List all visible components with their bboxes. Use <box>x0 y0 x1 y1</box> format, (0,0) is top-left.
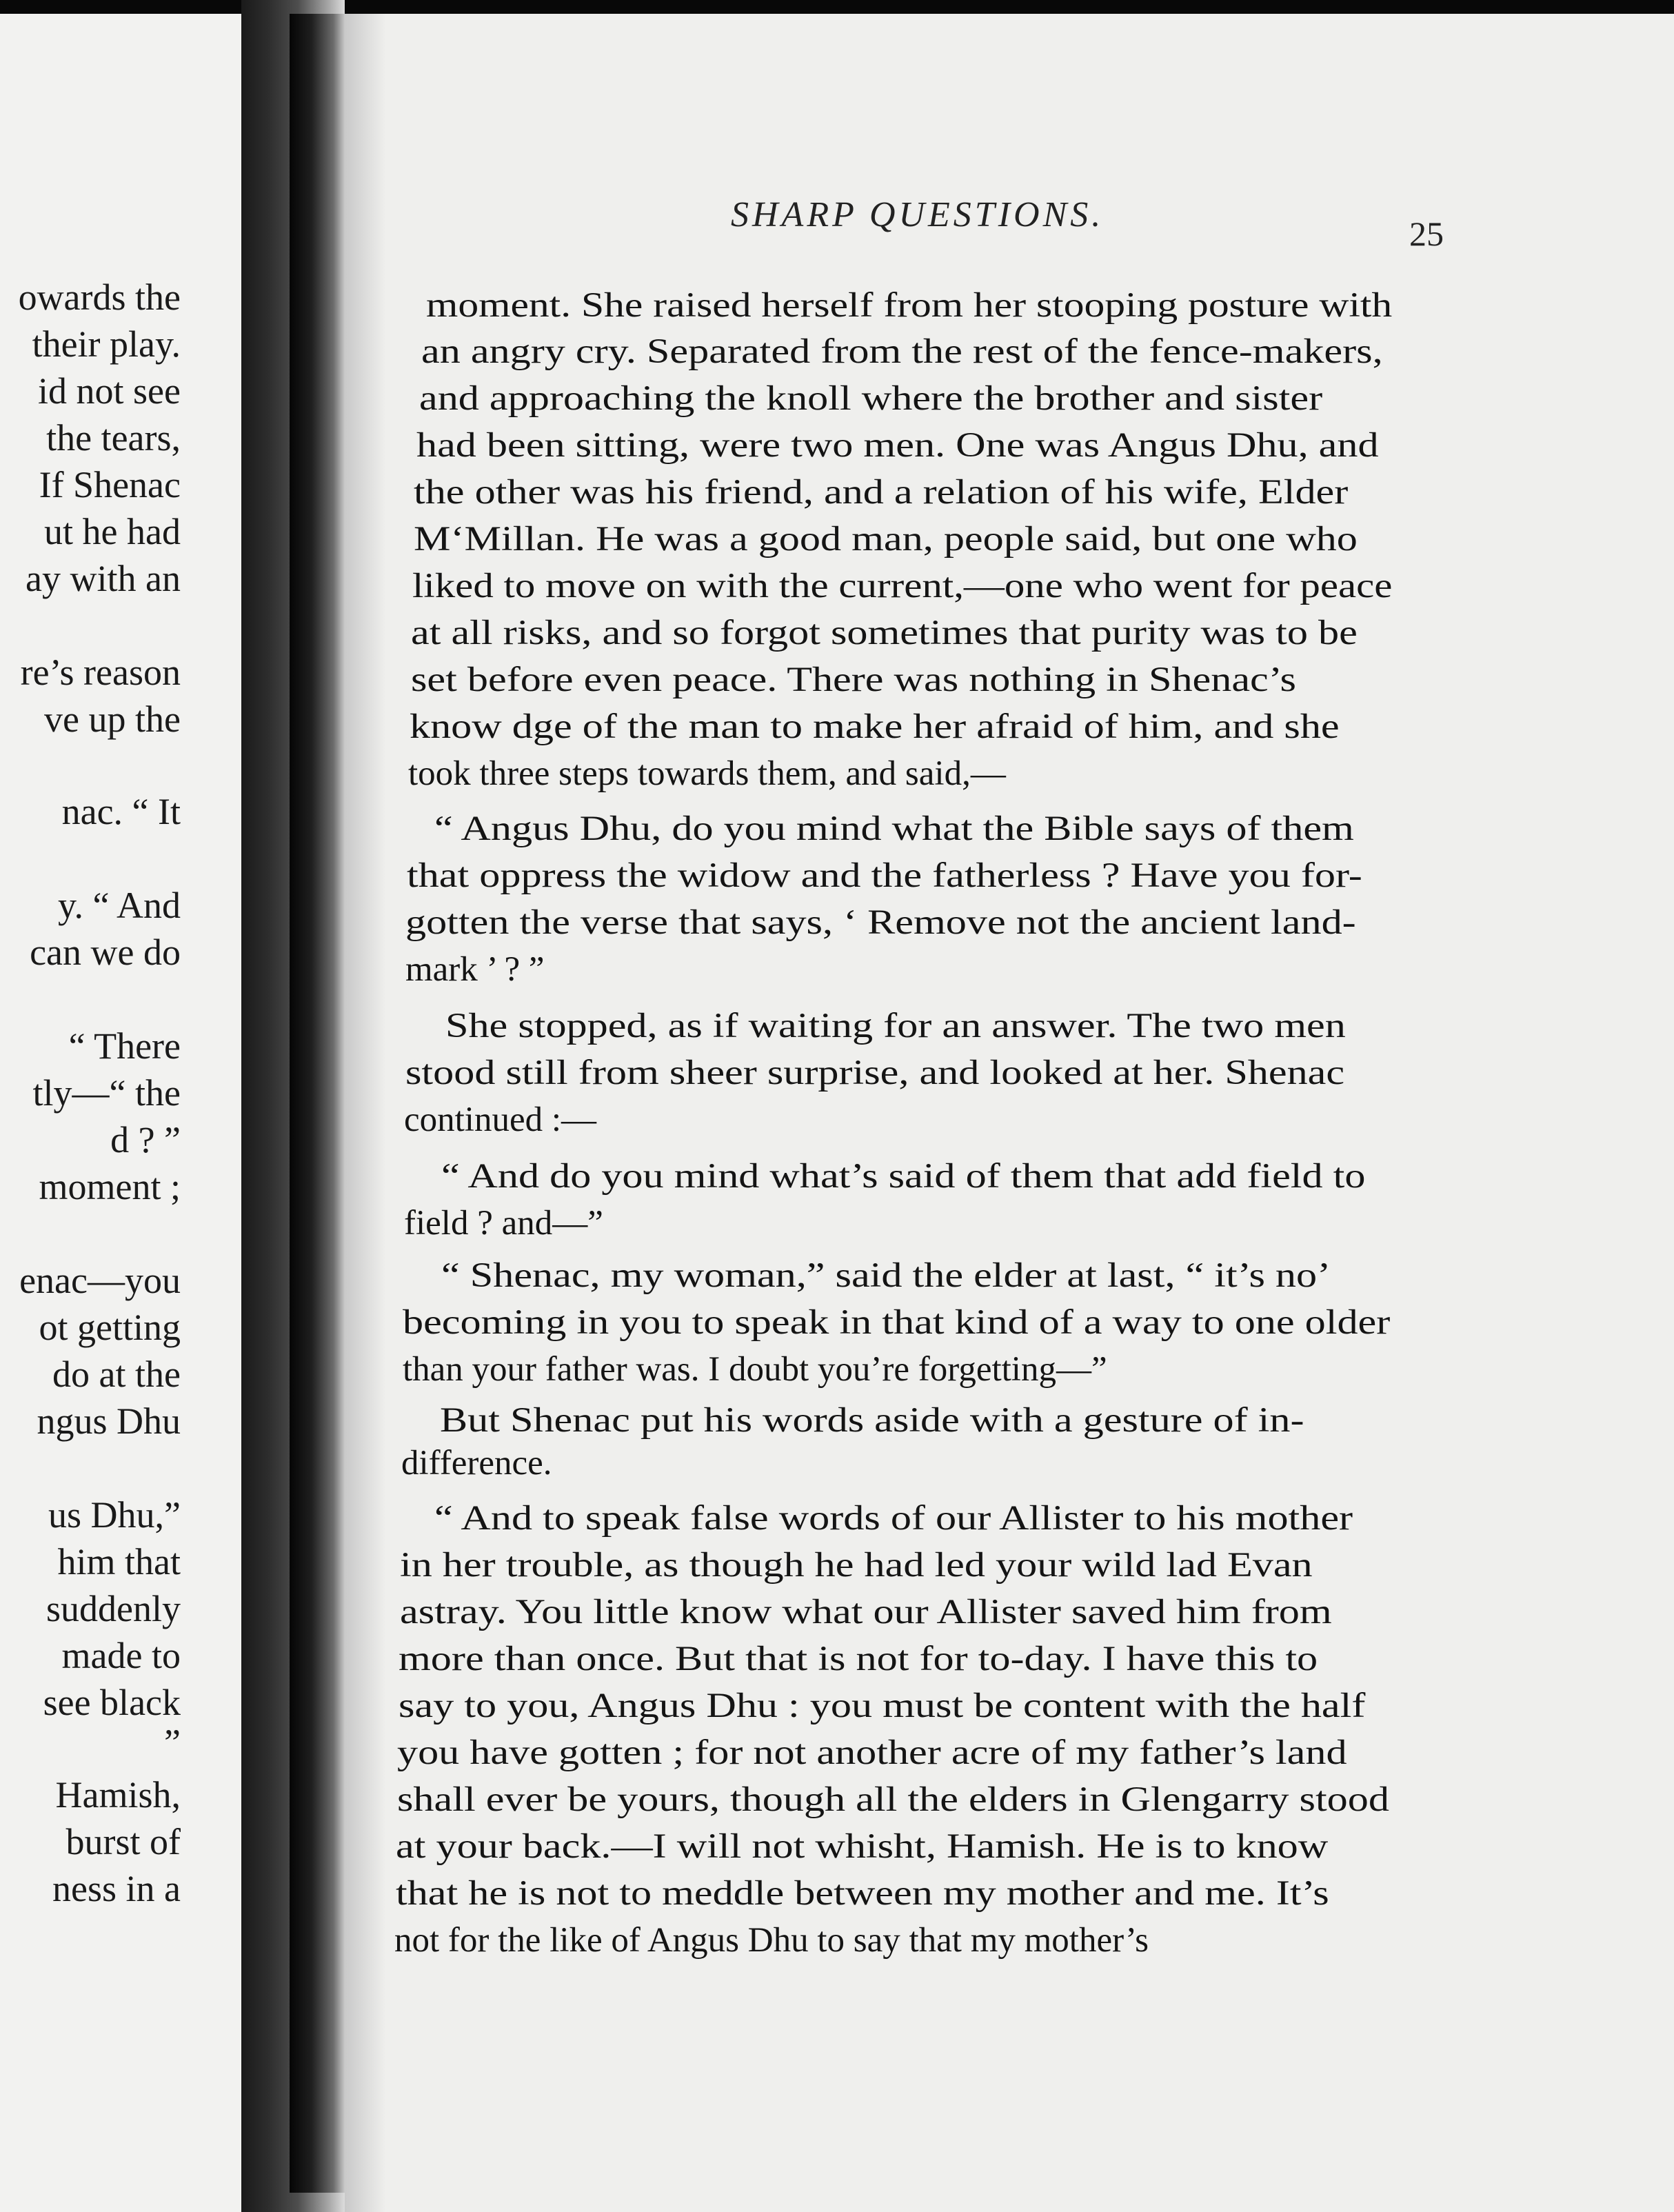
text-line: astray. You little know what our Allister saved him from <box>400 1593 1332 1631</box>
text-line: “ And to speak false words of our Allister to his mother <box>434 1499 1353 1538</box>
left-page-line: y. “ And <box>58 885 181 926</box>
text-line: at your back.—I will not whisht, Hamish. He is to know <box>396 1827 1329 1866</box>
left-page-line: him that <box>57 1541 181 1582</box>
left-page-line: ut he had <box>44 511 181 552</box>
text-line: stood still from sheer surprise, and looked at her. Shenac <box>405 1054 1345 1092</box>
left-page-line: owards the <box>18 276 181 318</box>
running-head: SHARP QUESTIONS. <box>731 195 1105 234</box>
text-line: had been sitting, were two men. One was Angus Dhu, and <box>416 426 1379 465</box>
left-page-line: ot getting <box>39 1307 181 1348</box>
text-line: set before even peace. There was nothing in Shenac’s <box>411 661 1296 699</box>
left-page <box>0 14 241 2212</box>
text-line: continued :— <box>404 1100 597 1139</box>
left-page-line: can we do <box>30 932 181 973</box>
text-line: say to you, Angus Dhu : you must be content with the half <box>399 1687 1366 1725</box>
book-gutter <box>290 14 345 2193</box>
text-line: and approaching the knoll where the brother and sister <box>419 379 1323 418</box>
left-page-line: ay with an <box>26 558 181 599</box>
text-line: at all risks, and so forgot sometimes that purity was to be <box>411 614 1358 652</box>
text-line: than your father was. I doubt you’re forgetting—” <box>403 1350 1107 1389</box>
left-page-line: Hamish, <box>55 1774 181 1816</box>
left-page-line: “ There <box>68 1025 181 1067</box>
text-line: “ And do you mind what’s said of them that add field to <box>441 1157 1366 1196</box>
text-line: more than once. But that is not for to-day. I have this to <box>399 1640 1318 1678</box>
left-page-line: burst of <box>65 1821 181 1862</box>
left-page-line: ve up the <box>44 698 181 740</box>
text-line: not for the like of Angus Dhu to say that my mother’s <box>394 1921 1149 1960</box>
left-page-line: ness in a <box>52 1868 181 1909</box>
text-line: that oppress the widow and the fatherless ? Have you for- <box>407 856 1362 895</box>
right-page <box>345 14 1674 2212</box>
left-page-line: do at the <box>52 1354 181 1395</box>
left-page-line: d ? ” <box>110 1119 181 1160</box>
text-line: difference. <box>401 1444 552 1482</box>
left-page-line: suddenly <box>46 1588 181 1629</box>
text-line: “ Angus Dhu, do you mind what the Bible says of them <box>434 810 1354 848</box>
left-page-line: ngus Dhu <box>37 1400 181 1442</box>
left-page-line: ” <box>164 1722 181 1763</box>
text-line: that he is not to meddle between my mother and me. It’s <box>396 1874 1329 1913</box>
left-page-line: If Shenac <box>39 464 181 505</box>
left-page-line: their play. <box>32 323 181 365</box>
text-line: an angry cry. Separated from the rest of the fence-makers, <box>421 332 1383 371</box>
text-line: took three steps towards them, and said,— <box>408 754 1006 793</box>
text-line: mark ’ ? ” <box>405 950 545 989</box>
text-line: But Shenac put his words aside with a gesture of in- <box>440 1401 1304 1440</box>
text-line: “ Shenac, my woman,” said the elder at last, “ it’s no’ <box>441 1256 1331 1295</box>
left-page-line: nac. “ It <box>61 791 181 832</box>
left-page-line: made to <box>61 1635 181 1676</box>
left-page-line: us Dhu,” <box>48 1494 181 1536</box>
left-page-line: the tears, <box>46 417 181 459</box>
text-line: She stopped, as if waiting for an answer. The two men <box>445 1007 1346 1045</box>
text-line: liked to move on with the current,—one who went for peace <box>412 567 1393 605</box>
text-line: moment. She raised herself from her stooping posture with <box>426 286 1393 325</box>
left-page-line: tly—“ the <box>32 1072 181 1114</box>
page-number: 25 <box>1409 214 1444 253</box>
text-line: gotten the verse that says, ‘ Remove not the ancient land- <box>405 903 1356 942</box>
text-line: field ? and—” <box>404 1204 603 1243</box>
text-line: M‘Millan. He was a good man, people said, but one who <box>414 520 1358 559</box>
left-page-line: see black <box>43 1682 181 1723</box>
text-line: shall ever be yours, though all the elders in Glengarry stood <box>397 1780 1389 1819</box>
left-page-line: enac—you <box>19 1260 181 1301</box>
left-page-line: re’s reason <box>20 652 181 693</box>
text-line: in her trouble, as though he had led your wild lad Evan <box>400 1546 1313 1585</box>
left-page-line: id not see <box>38 370 181 412</box>
text-line: you have gotten ; for not another acre of my father’s land <box>397 1733 1347 1772</box>
text-line: becoming in you to speak in that kind of a way to one older <box>403 1303 1391 1342</box>
text-line: the other was his friend, and a relation of his wife, Elder <box>414 473 1349 512</box>
text-line: know dge of the man to make her afraid of him, and she <box>410 707 1340 746</box>
left-page-line: moment ; <box>39 1166 181 1207</box>
